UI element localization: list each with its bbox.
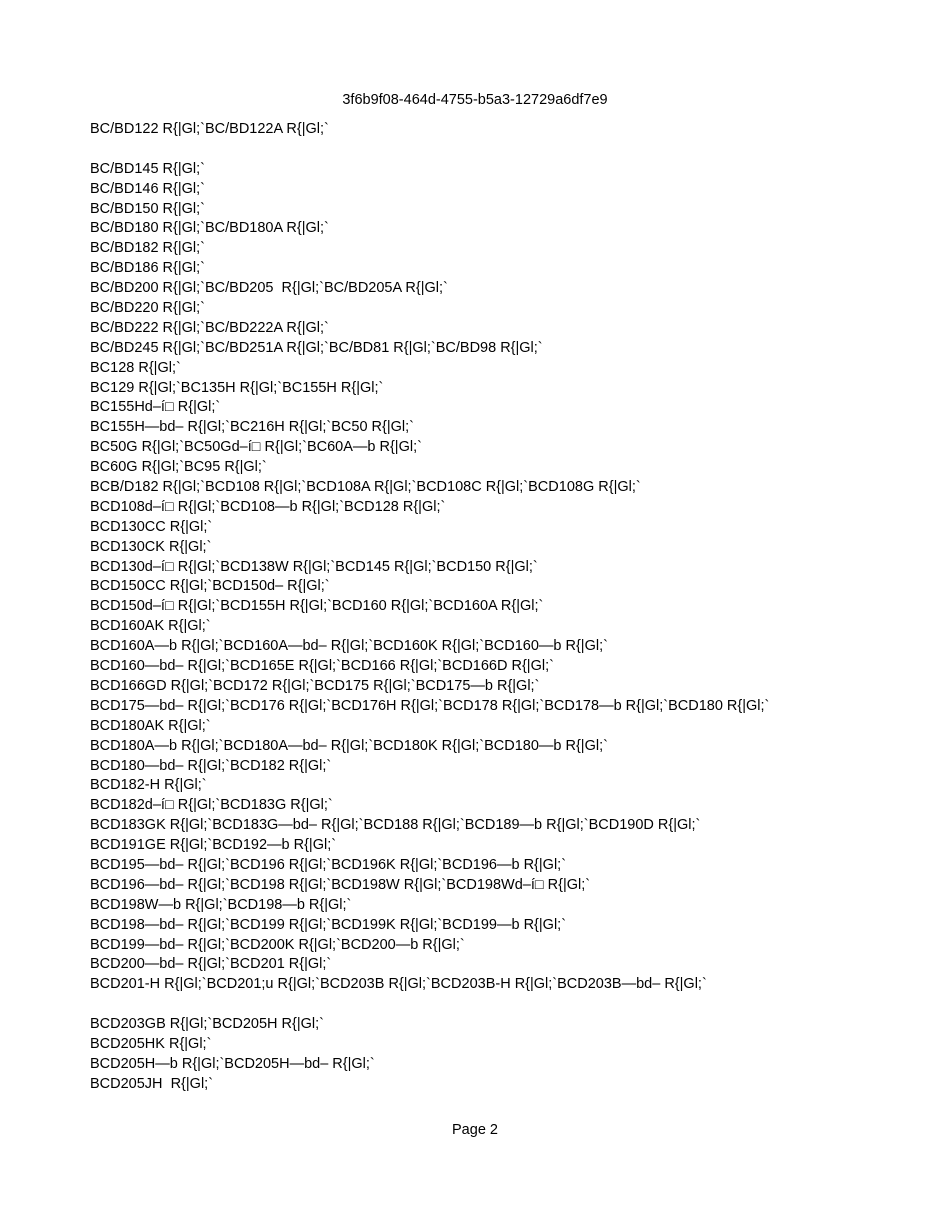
text-line: BC50G R{|Gl;`BC50Gd–í□ R{|Gl;`BC60A—b R{|Gl;` — [90, 439, 422, 456]
text-line: BCD108d–í□ R{|Gl;`BCD108—b R{|Gl;`BCD128 R{|Gl;` — [90, 498, 446, 515]
text-line: BCD166GD R{|Gl;`BCD172 R{|Gl;`BCD175 R{|Gl;`BCD175—b R{|Gl;` — [90, 677, 540, 694]
text-line: BCD182-H R{|Gl;` — [90, 777, 207, 794]
text-line: BCD175—bd– R{|Gl;`BCD176 R{|Gl;`BCD176H R{|Gl;`BCD178 R{|Gl;`BCD178—b R{|Gl;`BCD180 R{|Gl;` — [90, 697, 770, 714]
text-line: BCB/D182 R{|Gl;`BCD108 R{|Gl;`BCD108A R{|Gl;`BCD108C R{|Gl;`BCD108G R{|Gl;` — [90, 479, 641, 496]
text-line: BC/BD200 R{|Gl;`BC/BD205 R{|Gl;`BC/BD205A R{|Gl;` — [90, 280, 448, 297]
text-line: BC/BD245 R{|Gl;`BC/BD251A R{|Gl;`BC/BD81 R{|Gl;`BC/BD98 R{|Gl;` — [90, 339, 543, 356]
text-line: BCD130d–í□ R{|Gl;`BCD138W R{|Gl;`BCD145 R{|Gl;`BCD150 R{|Gl;` — [90, 558, 538, 575]
text-line: BCD180AK R{|Gl;` — [90, 717, 211, 734]
text-line: BC60G R{|Gl;`BC95 R{|Gl;` — [90, 459, 267, 476]
text-line: BCD183GK R{|Gl;`BCD183G—bd– R{|Gl;`BCD188 R{|Gl;`BCD189—b R{|Gl;`BCD190D R{|Gl;` — [90, 817, 701, 834]
text-line: BC/BD146 R{|Gl;` — [90, 180, 205, 197]
text-line: BCD203GB R{|Gl;`BCD205H R{|Gl;` — [90, 1016, 324, 1033]
text-line: BCD160A—b R{|Gl;`BCD160A—bd– R{|Gl;`BCD160K R{|Gl;`BCD160—b R{|Gl;` — [90, 638, 608, 655]
text-line: BCD199—bd– R{|Gl;`BCD200K R{|Gl;`BCD200—b R{|Gl;` — [90, 936, 465, 953]
text-line: BCD150CC R{|Gl;`BCD150d– R{|Gl;` — [90, 578, 330, 595]
text-line — [90, 995, 930, 1015]
text-line: BCD130CK R{|Gl;` — [90, 538, 212, 555]
text-line: BC/BD145 R{|Gl;` — [90, 160, 205, 177]
page-header: 3f6b9f08-464d-4755-b5a3-12729a6df7e9 — [342, 92, 608, 108]
text-line: BC128 R{|Gl;` — [90, 359, 181, 376]
text-line: BCD150d–í□ R{|Gl;`BCD155H R{|Gl;`BCD160 R{|Gl;`BCD160A R{|Gl;` — [90, 598, 544, 615]
text-line: BCD198W—b R{|Gl;`BCD198—b R{|Gl;` — [90, 896, 352, 913]
text-line: BC155Hd–í□ R{|Gl;` — [90, 399, 221, 416]
text-line: BC/BD182 R{|Gl;` — [90, 240, 205, 257]
text-line: BCD160—bd– R{|Gl;`BCD165E R{|Gl;`BCD166 R{|Gl;`BCD166D R{|Gl;` — [90, 658, 554, 675]
text-line: BC155H—bd– R{|Gl;`BC216H R{|Gl;`BC50 R{|Gl;` — [90, 419, 414, 436]
text-line: BCD205HK R{|Gl;` — [90, 1035, 212, 1052]
text-line: BCD180—bd– R{|Gl;`BCD182 R{|Gl;` — [90, 757, 332, 774]
text-line: BCD180A—b R{|Gl;`BCD180A—bd– R{|Gl;`BCD180K R{|Gl;`BCD180—b R{|Gl;` — [90, 737, 608, 754]
text-line: BCD160AK R{|Gl;` — [90, 618, 211, 635]
text-line: BC/BD222 R{|Gl;`BC/BD222A R{|Gl;` — [90, 319, 329, 336]
page-number: Page 2 — [452, 1122, 498, 1138]
text-line: BCD200—bd– R{|Gl;`BCD201 R{|Gl;` — [90, 956, 332, 973]
text-line: BCD196—bd– R{|Gl;`BCD198 R{|Gl;`BCD198W R{|Gl;`BCD198Wd–í□ R{|Gl;` — [90, 876, 591, 893]
text-line: BC/BD180 R{|Gl;`BC/BD180A R{|Gl;` — [90, 220, 329, 237]
text-line — [90, 140, 930, 160]
text-line: BC/BD186 R{|Gl;` — [90, 260, 205, 277]
text-line: BCD205JH R{|Gl;` — [90, 1075, 214, 1092]
text-line: BC/BD122 R{|Gl;`BC/BD122A R{|Gl;` — [90, 121, 329, 137]
text-line: BCD195—bd– R{|Gl;`BCD196 R{|Gl;`BCD196K R{|Gl;`BCD196—b R{|Gl;` — [90, 856, 567, 873]
text-line: BCD201-H R{|Gl;`BCD201;u R{|Gl;`BCD203B R{|Gl;`BCD203B-H R{|Gl;`BCD203B—bd– R{|Gl;` — [90, 976, 707, 993]
text-line: BCD198—bd– R{|Gl;`BCD199 R{|Gl;`BCD199K R{|Gl;`BCD199—b R{|Gl;` — [90, 916, 567, 933]
document-body — [90, 120, 930, 1095]
text-line: BCD191GE R{|Gl;`BCD192—b R{|Gl;` — [90, 837, 337, 854]
text-line: BCD205H—b R{|Gl;`BCD205H—bd– R{|Gl;` — [90, 1055, 375, 1072]
text-line: BC/BD150 R{|Gl;` — [90, 200, 205, 217]
text-line: BC129 R{|Gl;`BC135H R{|Gl;`BC155H R{|Gl;` — [90, 379, 384, 396]
text-line: BCD182d–í□ R{|Gl;`BCD183G R{|Gl;` — [90, 797, 333, 814]
text-line: BCD130CC R{|Gl;` — [90, 518, 213, 535]
text-line: BC/BD220 R{|Gl;` — [90, 300, 205, 317]
